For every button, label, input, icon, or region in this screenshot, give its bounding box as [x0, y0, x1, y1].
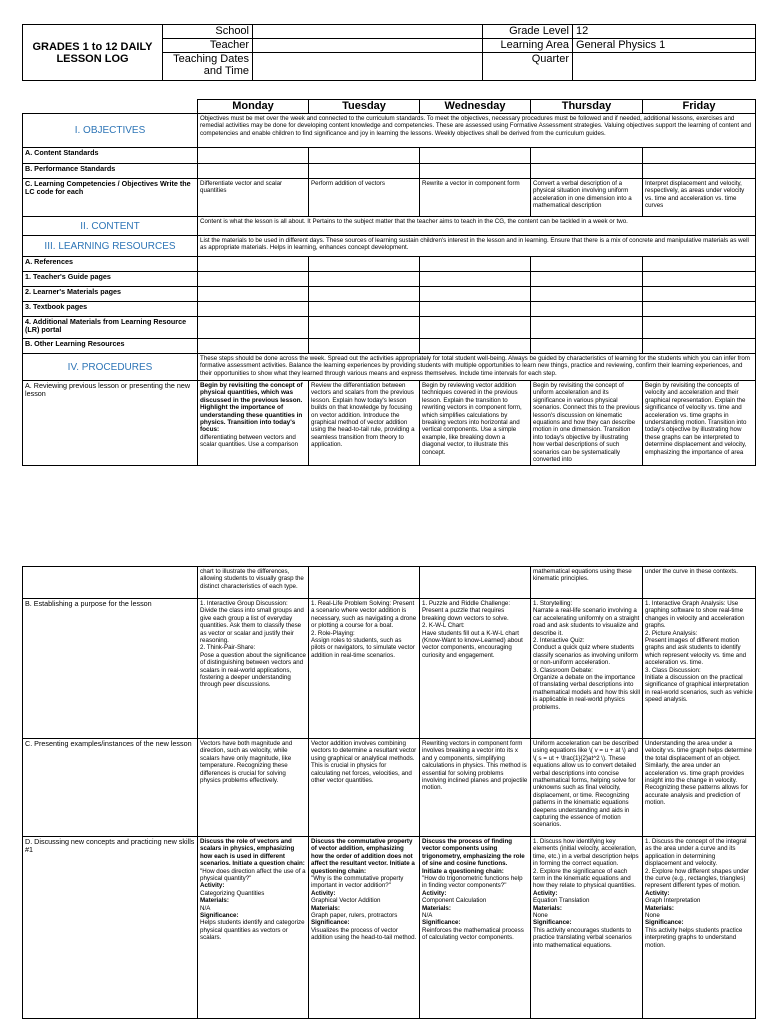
cell[interactable] [643, 287, 756, 302]
procedure-c-friday[interactable]: Understanding the area under a velocity vs. time graph helps determine the total displacement of an object. Similarly, the area under an acceleration vs. time graph provides insight into the change in velocity. Recognizing these patterns allows for accurate analysis and prediction of motion. [643, 739, 756, 837]
content-note: Content is what the lesson is all about. It Pertains to the subject matter that the teacher aims to teach in the CG, the content can be tackled in a week or two. [198, 217, 756, 236]
cell[interactable] [531, 164, 643, 179]
cell[interactable] [531, 148, 643, 164]
procedure-b-thursday[interactable]: 1. Storytelling: Narrate a real-life scenario involving a car accelerating uniformly on a straight road and ask students to visualize and describe it. 2. Interactive Quiz: Conduct a quick quiz where students classify scenarios as involving uniform or non-uniform acceleration. 3. Classroom Debate: Organize a debate on the importance of translating verbal descriptions into mathematical models and how this skill is applicable in real-world physics problems. [531, 599, 643, 739]
lesson-log-table [22, 99, 756, 466]
materials-label: Materials: [533, 904, 562, 912]
lr-portal-label: 4. Additional Materials from Learning Resource (LR) portal [23, 317, 198, 339]
learning-area-label: Learning Area [483, 39, 573, 53]
cell[interactable] [531, 339, 643, 354]
procedure-a-friday[interactable]: Begin by revisiting the concepts of velocity and acceleration and their graphical representation. Explain the significance of velocity vs. time and acceleration vs. time graphs in understanding motion. Transition into today's objective by illustrating how these graphs can be interpreted to determine displacement and velocity, emphasizing the importance of area [643, 381, 756, 466]
procedure-c-wednesday[interactable]: Rewriting vectors in component form involves breaking a vector into its x and y components, simplifying calculations in physics. This method is essential for solving problems involving inclined planes and projectile motion. [420, 739, 531, 837]
cell[interactable] [643, 272, 756, 287]
procedure-c-thursday[interactable]: Uniform acceleration can be described using equations like \( v = u + at \) and \( s = ut + \frac{1}{2}at^2 \). These equations allow us to convert detailed verbal descriptions into concise mathematical forms, helping solve for unknowns such as final velocity, displacement, or time. Recognizing patterns in the kinematic equations deepens understanding and aids in capturing the essence of motion scenarios. [531, 739, 643, 837]
procedure-c-label: C. Presenting examples/instances of the new lesson [23, 739, 198, 837]
cell[interactable] [531, 257, 643, 272]
grade-level-field[interactable]: 12 [573, 25, 756, 39]
competency-thursday[interactable]: Convert a verbal description of a physical situation involving uniform acceleration in one dimension into a mathematical description [531, 179, 643, 217]
activity-value: Component Calculation [422, 897, 487, 905]
resources-note: List the materials to be used in different days. These sources of learning sustain children's interest in the lesson and in learning. Ensure that there is a mix of concrete and manipulative materials as well as appropriate materials. Helps in learning, enhances concept development. [198, 236, 756, 257]
cell[interactable] [309, 148, 420, 164]
question-chain: "Why is the commutative property important in vector addition?" [311, 875, 404, 890]
cell[interactable] [309, 287, 420, 302]
cell[interactable] [198, 148, 309, 164]
significance-label: Significance: [533, 919, 572, 927]
activity-label: Activity: [533, 889, 558, 897]
teachers-guide-label: 1. Teacher's Guide pages [23, 272, 198, 287]
cell[interactable] [198, 164, 309, 179]
day-wednesday: Wednesday [420, 100, 531, 114]
procedure-a-friday-cont[interactable]: under the curve in these contexts. [643, 567, 756, 599]
activity-value: Categorizing Quantities [200, 889, 265, 897]
day-thursday: Thursday [531, 100, 643, 114]
cell[interactable] [198, 339, 309, 354]
performance-standards-label: B. Performance Standards [23, 164, 198, 179]
cell[interactable] [309, 257, 420, 272]
materials-label: Materials: [311, 904, 340, 912]
procedures-heading: IV. PROCEDURES [23, 354, 198, 381]
document-title: GRADES 1 to 12 DAILY LESSON LOG [23, 25, 163, 81]
procedure-d-friday[interactable] [643, 837, 756, 1019]
procedures-note: These steps should be done across the week. Spread out the activities appropriately for total student well-being. Always be guided by characteristics of learning for the students which you can infer from formative assessment activities. Balance the learning experiences by providing students with multiple opportunities to learn new things, practice and reviewing, confirm their learning experiences, and their opportunities to show what they learned through various means and express themselves. Include time intervals for each step. [198, 354, 756, 381]
procedure-d-tuesday[interactable] [309, 837, 420, 1019]
competency-tuesday[interactable]: Perform addition of vectors [309, 179, 420, 217]
references-label: A. References [23, 257, 198, 272]
cell[interactable] [198, 257, 309, 272]
cell[interactable] [531, 287, 643, 302]
learning-resources-heading: III. LEARNING RESOURCES [23, 236, 198, 257]
cell[interactable] [420, 339, 531, 354]
cell[interactable] [309, 272, 420, 287]
procedure-d-monday[interactable] [198, 837, 309, 1019]
procedure-a-wednesday[interactable]: Begin by reviewing vector addition techniques covered in the previous lesson. Explain the transition to rewriting vectors in component form, which simplifies calculations by breaking vectors into horizontal and vertical components. Use a simple example, like breaking down a diagonal vector, to illustrate this concept. [420, 381, 531, 466]
procedure-a-thursday-cont[interactable]: mathematical equations using these kinematic principles. [531, 567, 643, 599]
procedure-d-wednesday[interactable] [420, 837, 531, 1019]
significance-label: Significance: [422, 919, 461, 927]
discussion-text: 1. Discuss the concept of the integral as the area under a curve and its application in determining displacement and velocity. 2. Explore how different shapes under the curve (e.g., rectangles, triangles) represent different types of motion. [645, 838, 750, 890]
materials-value: Graph paper, rulers, protractors [311, 912, 398, 920]
cell[interactable] [309, 317, 420, 339]
cell[interactable] [198, 287, 309, 302]
procedure-b-monday[interactable]: 1. Interactive Group Discussion: Divide the class into small groups and give each group a list of everyday quantities. Ask them to classify these as vector or scalar and justify their reasoning. 2. Think-Pair-Share: Pose a question about the significance of distinguishing between vectors and scalars in real-world applications, fostering a deeper understanding through peer discussions. [198, 599, 309, 739]
question-chain: "How do trigonometric functions help in finding vector components?" [422, 875, 523, 890]
cell [23, 567, 198, 599]
day-friday: Friday [643, 100, 756, 114]
header-table [22, 24, 756, 81]
materials-label: Materials: [422, 904, 451, 912]
teaching-dates-field[interactable] [253, 53, 483, 81]
materials-value: None [645, 912, 660, 920]
significance-label: Significance: [200, 912, 239, 920]
discussion-prompt: Discuss the commutative property of vector addition, emphasizing how the order of addition does not affect the resultant vector. Initiate a questioning chain: [311, 838, 415, 875]
cell[interactable] [420, 302, 531, 317]
procedure-c-monday[interactable]: Vectors have both magnitude and direction, such as velocity, while scalars have only magnitude, like temperature. Recognizing these differences is crucial for solving physics problems effectively. [198, 739, 309, 837]
lesson-log-table-continued [22, 566, 756, 1019]
procedure-c-tuesday[interactable]: Vector addition involves combining vectors to determine a resultant vector using graphical or analytical methods. This is crucial in physics for calculating net forces, velocities, and other vector quantities. [309, 739, 420, 837]
cell[interactable] [198, 317, 309, 339]
cell[interactable] [309, 164, 420, 179]
procedure-b-friday[interactable]: 1. Interactive Graph Analysis: Use graphing software to show real-time changes in velocity and acceleration graphs. 2. Picture Analysis: Present images of different motion graphs and ask students to identify which represent velocity vs. time and acceleration vs. time. 3. Class Discussion: Initiate a discussion on the practical significance of graphical interpretation in real-world scenarios, such as vehicle speed analysis. [643, 599, 756, 739]
cell[interactable] [198, 302, 309, 317]
cell[interactable] [531, 302, 643, 317]
significance-label: Significance: [311, 919, 350, 927]
procedure-d-thursday[interactable] [531, 837, 643, 1019]
activity-value: Graphical Vector Addition [311, 897, 381, 905]
cell[interactable] [643, 148, 756, 164]
significance-value: Reinforces the mathematical process of calculating vector components. [422, 926, 524, 942]
procedure-d-label: D. Discussing new concepts and practicing new skills #1 [23, 837, 198, 1019]
question-chain: "How does direction affect the use of a physical quantity?" [200, 867, 306, 883]
procedure-a-tuesday[interactable]: Review the differentiation between vectors and scalars from the previous lesson. Explain how today's lesson builds on that knowledge by focusing on vector addition. Introduce the graphical method of vector addition using the head-to-tail rule, providing a seamless transition from theory to application. [309, 381, 420, 466]
quarter-field[interactable] [573, 53, 756, 81]
procedure-a-monday[interactable] [198, 381, 309, 466]
materials-value: None [533, 912, 548, 920]
competencies-label: C. Learning Competencies / Objectives Write the LC code for each [23, 179, 198, 217]
procedure-b-tuesday[interactable]: 1. Real-Life Problem Solving: Present a scenario where vector addition is necessary, such as navigating a drone or plotting a course for a boat. 2. Role-Playing: Assign roles to students, such as pilots or navigators, to simulate vector addition in real-time scenarios. [309, 599, 420, 739]
objectives-heading: I. OBJECTIVES [23, 114, 198, 148]
materials-value: N/A [200, 904, 211, 912]
review-text: differentiating between vectors and scalar quantities. Use a comparison [200, 433, 299, 449]
teacher-field[interactable] [253, 39, 483, 53]
activity-label: Activity: [422, 889, 447, 897]
procedure-a-label: A. Reviewing previous lesson or presenting the new lesson [23, 381, 198, 466]
content-standards-label: A. Content Standards [23, 148, 198, 164]
significance-value: This activity helps students practice interpreting graphs to understand motion. [645, 926, 743, 949]
school-label: School [163, 25, 253, 39]
cell[interactable] [643, 257, 756, 272]
cell[interactable] [420, 567, 531, 599]
cell[interactable] [309, 302, 420, 317]
materials-label: Materials: [200, 897, 229, 905]
cell[interactable] [420, 287, 531, 302]
day-monday: Monday [198, 100, 309, 114]
textbook-pages-label: 3. Textbook pages [23, 302, 198, 317]
cell[interactable] [198, 272, 309, 287]
significance-value: This activity encourages students to practice translating verbal scenarios into mathematical equations. [533, 926, 632, 949]
review-intro-text: Begin by revisiting the concept of physical quantities, which was discussed in the previous lesson. Highlight the importance of understanding these quantities in physics. Transition into today's focus: [200, 382, 303, 434]
cell[interactable] [420, 148, 531, 164]
activity-value: Equation Translation [533, 897, 590, 905]
materials-label: Materials: [645, 904, 674, 912]
cell[interactable] [643, 164, 756, 179]
significance-label: Significance: [645, 919, 684, 927]
cell[interactable] [309, 339, 420, 354]
cell[interactable] [420, 317, 531, 339]
cell[interactable] [420, 257, 531, 272]
procedure-a-monday-cont[interactable]: chart to illustrate the differences, allowing students to visually grasp the distinct characteristics of each type. [198, 567, 309, 599]
day-tuesday: Tuesday [309, 100, 420, 114]
other-resources-label: B. Other Learning Resources [23, 339, 198, 354]
discussion-prompt: Discuss the role of vectors and scalars in physics, emphasizing how each is used in different scenarios. Initiate a question chain: [200, 838, 305, 868]
school-field[interactable] [253, 25, 483, 39]
activity-label: Activity: [311, 889, 336, 897]
cell[interactable] [531, 272, 643, 287]
corner-cell [23, 100, 198, 114]
objectives-note: Objectives must be met over the week and connected to the curriculum standards. To meet the objectives, necessary procedures must be followed and if needed, additional lessons, exercises and remedial activities may be done for developing content knowledge and competencies. These are assessed using Formative Assessment strategies. Valuing objectives support the learning of content and competencies and enable children to find significance and joy in learning the lessons. Weekly objectives shall be derived from the curriculum guides. [198, 114, 756, 148]
activity-value: Graph Interpretation [645, 897, 701, 905]
teacher-label: Teacher [163, 39, 253, 53]
cell[interactable] [643, 317, 756, 339]
grade-level-label: Grade Level [483, 25, 573, 39]
quarter-label: Quarter [483, 53, 573, 81]
days-row [23, 100, 756, 114]
cell[interactable] [309, 567, 420, 599]
activity-label: Activity: [645, 889, 670, 897]
cell[interactable] [420, 164, 531, 179]
procedure-b-wednesday[interactable]: 1. Puzzle and Riddle Challenge: Present a puzzle that requires breaking down vectors to solve. 2. K-W-L Chart: Have students fill out a K-W-L chart (Know-Want to know-Learned) about vector components, encouraging curiosity and engagement. [420, 599, 531, 739]
learning-area-field[interactable]: General Physics 1 [573, 39, 756, 53]
discussion-prompt: Discuss the process of finding vector components using trigonometry, emphasizing the role of sine and cosine functions. Initiate a questioning chain: [422, 838, 525, 875]
cell[interactable] [531, 317, 643, 339]
learners-materials-label: 2. Learner's Materials pages [23, 287, 198, 302]
activity-label: Activity: [200, 882, 225, 890]
teaching-dates-label: Teaching Dates and Time [163, 53, 253, 81]
competency-friday[interactable]: Interpret displacement and velocity, respectively, as areas under velocity vs. time and acceleration vs. time curves [643, 179, 756, 217]
materials-value: N/A [422, 912, 433, 920]
competency-wednesday[interactable]: Rewrite a vector in component form [420, 179, 531, 217]
significance-value: Helps students identify and categorize physical quantities as vectors or scalars. [200, 919, 305, 942]
content-heading: II. CONTENT [23, 217, 198, 236]
procedure-b-label: B. Establishing a purpose for the lesson [23, 599, 198, 739]
cell[interactable] [420, 272, 531, 287]
significance-value: Visualizes the process of vector addition using the head-to-tail method. [311, 926, 417, 942]
discussion-text: 1. Discuss how identifying key elements (initial velocity, acceleration, time, etc.) in a verbal description helps in forming the correct equation. 2. Explore the significance of each term in the kinematic equations and how they relate to physical quantities. [533, 838, 639, 890]
cell[interactable] [643, 339, 756, 354]
procedure-a-thursday[interactable]: Begin by revisiting the concept of uniform acceleration and its significance in various physical scenarios. Connect this to the previous lesson's discussion on kinematic equations and how they can describe motion in one dimension. Transition into today's objective by illustrating how verbal descriptions of such scenarios can be systematically converted into [531, 381, 643, 466]
cell[interactable] [643, 302, 756, 317]
competency-monday[interactable]: Differentiate vector and scalar quantities [198, 179, 309, 217]
